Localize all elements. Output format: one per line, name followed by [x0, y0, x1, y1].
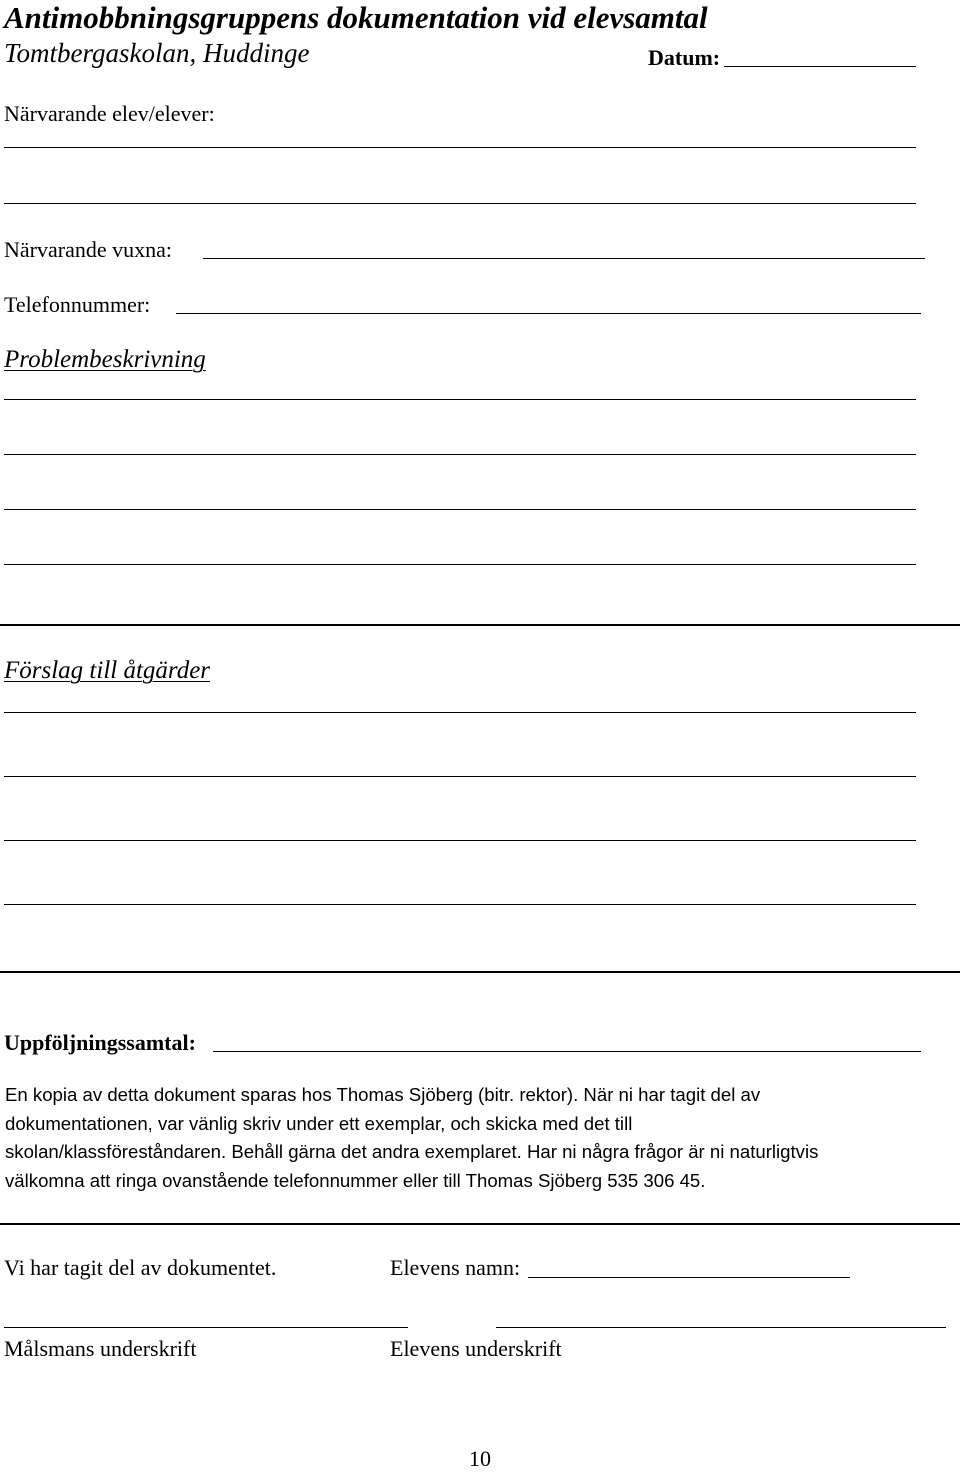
- date-field-line[interactable]: [724, 66, 916, 67]
- copy-notice-line-2: dokumentationen, var vänlig skriv under ett exemplar, och skicka med det till: [5, 1112, 633, 1134]
- guardian-signature-line[interactable]: [4, 1327, 408, 1328]
- page-number: 10: [469, 1446, 491, 1471]
- copy-notice-line-3: skolan/klassföreståndaren. Behåll gärna det andra exemplaret. Har ni några frågor är ni naturligtvis: [5, 1141, 819, 1162]
- adults-present-label: Närvarande vuxna:: [4, 237, 172, 262]
- adults-present-line[interactable]: [203, 258, 925, 259]
- copy-notice-line-1: En kopia av detta dokument sparas hos Thomas Sjöberg (bitr. rektor). När ni har tagit del av: [5, 1084, 761, 1105]
- actions-line-4[interactable]: [4, 904, 916, 905]
- students-present-label: Närvarande elev/elever:: [4, 101, 215, 126]
- student-signature-line[interactable]: [496, 1327, 946, 1328]
- actions-line-3[interactable]: [4, 840, 916, 841]
- copy-notice: [5, 1081, 960, 1195]
- guardian-signature-label: Målsmans underskrift: [4, 1336, 197, 1361]
- students-line-2[interactable]: [4, 203, 916, 204]
- problem-line-1[interactable]: [4, 399, 916, 400]
- follow-up-line[interactable]: [213, 1051, 921, 1052]
- student-name-line[interactable]: [528, 1277, 850, 1278]
- actions-section-heading: Förslag till åtgärder: [4, 657, 211, 684]
- school-name: Tomtbergaskolan, Huddinge: [4, 38, 310, 68]
- section-divider-1: [0, 624, 960, 626]
- acknowledged-text: Vi har tagit del av dokumentet.: [4, 1255, 277, 1280]
- follow-up-label: Uppföljningssamtal:: [4, 1030, 196, 1055]
- document-title: Antimobbningsgruppens dokumentation vid elevsamtal: [4, 0, 708, 35]
- phone-label: Telefonnummer:: [4, 292, 151, 317]
- problem-section-heading: Problembeskrivning: [4, 346, 206, 373]
- student-name-label: Elevens namn:: [390, 1255, 521, 1280]
- phone-line[interactable]: [176, 313, 921, 314]
- problem-line-3[interactable]: [4, 509, 916, 510]
- copy-notice-line-4: välkomna att ringa ovanstående telefonnummer eller till Thomas Sjöberg 535 306 45.: [5, 1169, 706, 1191]
- problem-line-2[interactable]: [4, 454, 916, 455]
- section-divider-2: [0, 971, 960, 973]
- students-line-1[interactable]: [4, 147, 916, 148]
- student-signature-label: Elevens underskrift: [390, 1336, 562, 1361]
- actions-line-1[interactable]: [4, 712, 916, 713]
- actions-line-2[interactable]: [4, 776, 916, 777]
- problem-line-4[interactable]: [4, 564, 916, 565]
- section-divider-3: [0, 1223, 960, 1225]
- date-label: Datum:: [648, 45, 721, 70]
